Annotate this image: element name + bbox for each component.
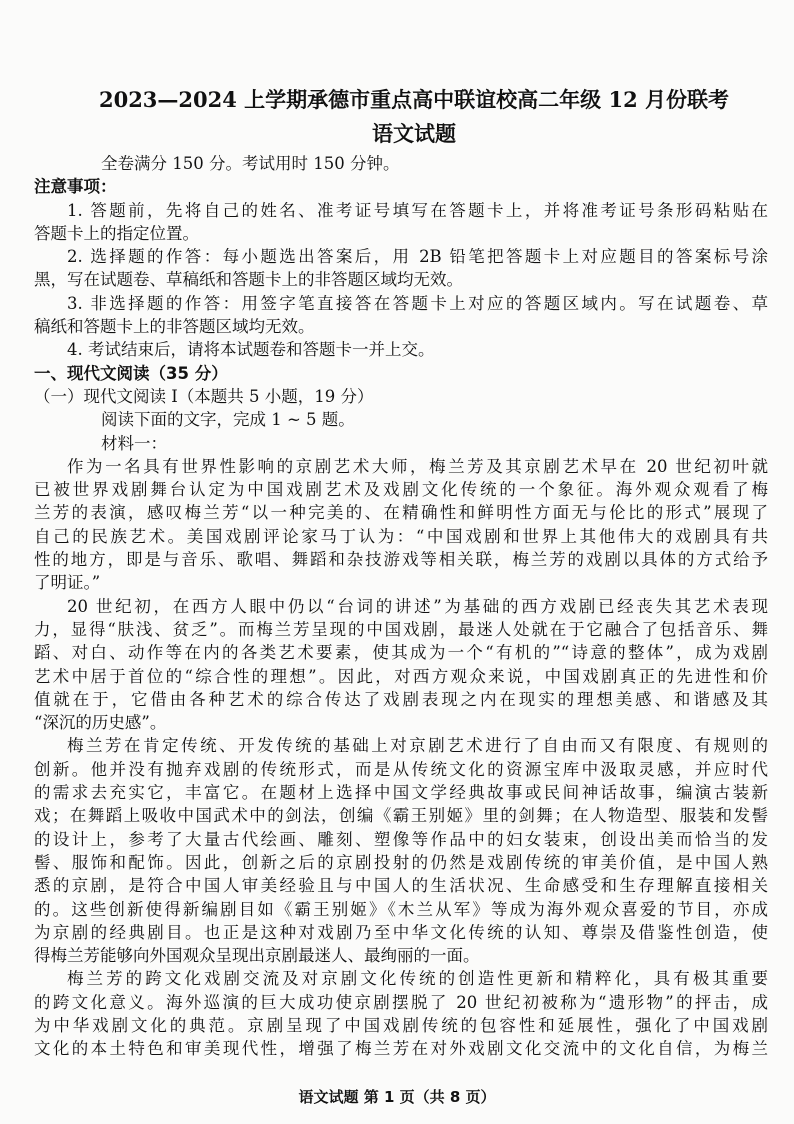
note-line: 黑，写在试题卷、草稿纸和答题卡上的非答题区域均无效。	[34, 270, 463, 290]
note-line: 2. 选择题的作答：每小题选出答案后，用 2B 铅笔把答题卡上对应题目的答案标号涂	[67, 247, 768, 267]
paragraph-line: 为中华戏剧文化的典范。京剧呈现了中国戏剧传统的包容性和延展性，强化了中国戏剧	[34, 1015, 768, 1035]
notes-heading: 注意事项：	[34, 177, 117, 197]
paragraph-line: 艺术中居于首位的“综合性的理想”。因此，对西方观众来说，中国戏剧真正的先进性和价	[34, 666, 768, 686]
paragraph-line: 20 世纪初，在西方人眼中仍以“台词的讲述”为基础的西方戏剧已经丧失其艺术表现	[67, 596, 768, 616]
paragraph-line: 作为一名具有世界性影响的京剧艺术大师，梅兰芳及其京剧艺术早在 20 世纪初叶就	[67, 456, 768, 476]
paragraph-line: 蹈、对白、动作等在内的各类艺术要素，使其成为一个“有机的”“诗意的整体”，成为戏剧	[34, 643, 768, 663]
paragraph-line: 的。这些创新使得新编剧目如《霸王别姬》《木兰从军》等成为海外观众喜爱的节目，亦成	[34, 899, 768, 919]
note-line: 3. 非选择题的作答：用签字笔直接答在答题卡上对应的答题区域内。写在试题卷、草	[67, 293, 768, 313]
sub-section-heading: （一）现代文阅读 Ⅰ（本题共 5 小题，19 分）	[34, 386, 374, 406]
paragraph-line: 性的地方，即是与音乐、歌唱、舞蹈和杂技游戏等相关联，梅兰芳的戏剧以具体的方式给予	[34, 550, 768, 570]
reading-instruction: 阅读下面的文字，完成 1 ~ 5 题。	[101, 410, 355, 430]
paragraph-line: 髻、服饰和配饰。因此，创新之后的京剧投射的仍然是戏剧传统的审美价值，是中国人熟	[34, 852, 768, 872]
paragraph-line: 自己的民族艺术。美国戏剧评论家马丁认为：“中国戏剧和世界上其他伟大的戏剧具有共	[34, 526, 768, 546]
page-footer: 语文试题 第 1 页（共 8 页）	[298, 1088, 496, 1106]
article-body	[34, 455, 768, 1061]
paragraph-line: 兰芳的表演，感叹梅兰芳“以一种完美的、在精确性和鲜明性方面无与伦比的形式”展现了	[34, 503, 768, 523]
paragraph-line: 创新。他并没有抛弃戏剧的传统形式，而是从传统文化的资源宝库中汲取灵感，并应时代	[34, 759, 768, 779]
paragraph-line: 梅兰芳的跨文化戏剧交流及对京剧文化传统的创造性更新和精粹化，具有极其重要	[67, 969, 768, 989]
note-line: 稿纸和答题卡上的非答题区域均无效。	[34, 317, 315, 337]
material-label: 材料一：	[101, 433, 167, 453]
subject-title: 语文试题	[372, 122, 456, 146]
paragraph-line: 的设计上，参考了大量古代绘画、雕刻、塑像等作品中的妇女装束，创设出美而恰当的发	[34, 829, 768, 849]
paragraph-line: 已被世界戏剧舞台认定为中国戏剧艺术及戏剧文化传统的一个象征。海外观众观看了梅	[34, 480, 768, 500]
exam-title: 2023—2024 上学期承德市重点高中联谊校高二年级 12 月份联考	[98, 87, 730, 112]
paragraph-line: 了明证。”	[34, 573, 101, 593]
article-paragraph	[34, 734, 768, 967]
paragraph-line: 力，显得“肤浅、贫乏”。而梅兰芳呈现的中国戏剧，最迷人处就在于它融合了包括音乐、舞	[34, 619, 768, 639]
page-content	[34, 84, 768, 1061]
paragraph-line: 的跨文化意义。海外巡演的巨大成功使京剧摆脱了 20 世纪初被称为“遗形物”的抨击，成	[34, 992, 768, 1012]
notes-list	[34, 199, 768, 362]
article-paragraph	[34, 967, 768, 1060]
paragraph-line: 值就在于，它借由各种艺术的综合传达了戏剧表现之内在现实的理想美感、和谐感及其	[34, 689, 768, 709]
paragraph-line: 得梅兰芳能够向外国观众呈现出京剧最迷人、最绚丽的一面。	[34, 946, 480, 966]
note-line: 答题卡上的指定位置。	[34, 223, 199, 243]
paragraph-line: 戏；在舞蹈上吸收中国武术中的剑法，创编《霸王别姬》里的剑舞；在人物造型、服装和发髻	[34, 806, 768, 826]
paragraph-line: 悉的京剧，是符合中国人审美经验且与中国人的生活状况、生命感受和生存理解直接相关	[34, 876, 768, 896]
paragraph-line: 为京剧的经典剧目。也正是这种对戏剧乃至中华文化传统的认知、尊崇及借鉴性创造，使	[34, 922, 768, 942]
score-info: 全卷满分 150 分。考试用时 150 分钟。	[101, 154, 400, 173]
paragraph-line: 文化的本土特色和审美现代性，增强了梅兰芳在对外戏剧文化交流中的文化自信，为梅兰	[34, 1039, 768, 1059]
paragraph-line: 梅兰芳在肯定传统、开发传统的基础上对京剧艺术进行了自由而又有限度、有规则的	[67, 736, 768, 756]
section-heading: 一、现代文阅读（35 分）	[34, 363, 228, 383]
paragraph-line: 的需求去充实它，丰富它。在题材上选择中国文学经典故事或民间神话故事，编演古装新	[34, 783, 768, 803]
article-paragraph	[34, 595, 768, 735]
article-paragraph	[34, 455, 768, 595]
paragraph-line: “深沉的历史感”。	[34, 713, 167, 733]
note-line: 4. 考试结束后，请将本试题卷和答题卡一并上交。	[67, 340, 435, 360]
note-line: 1. 答题前，先将自己的姓名、准考证号填写在答题卡上，并将准考证号条形码粘贴在	[67, 200, 768, 220]
